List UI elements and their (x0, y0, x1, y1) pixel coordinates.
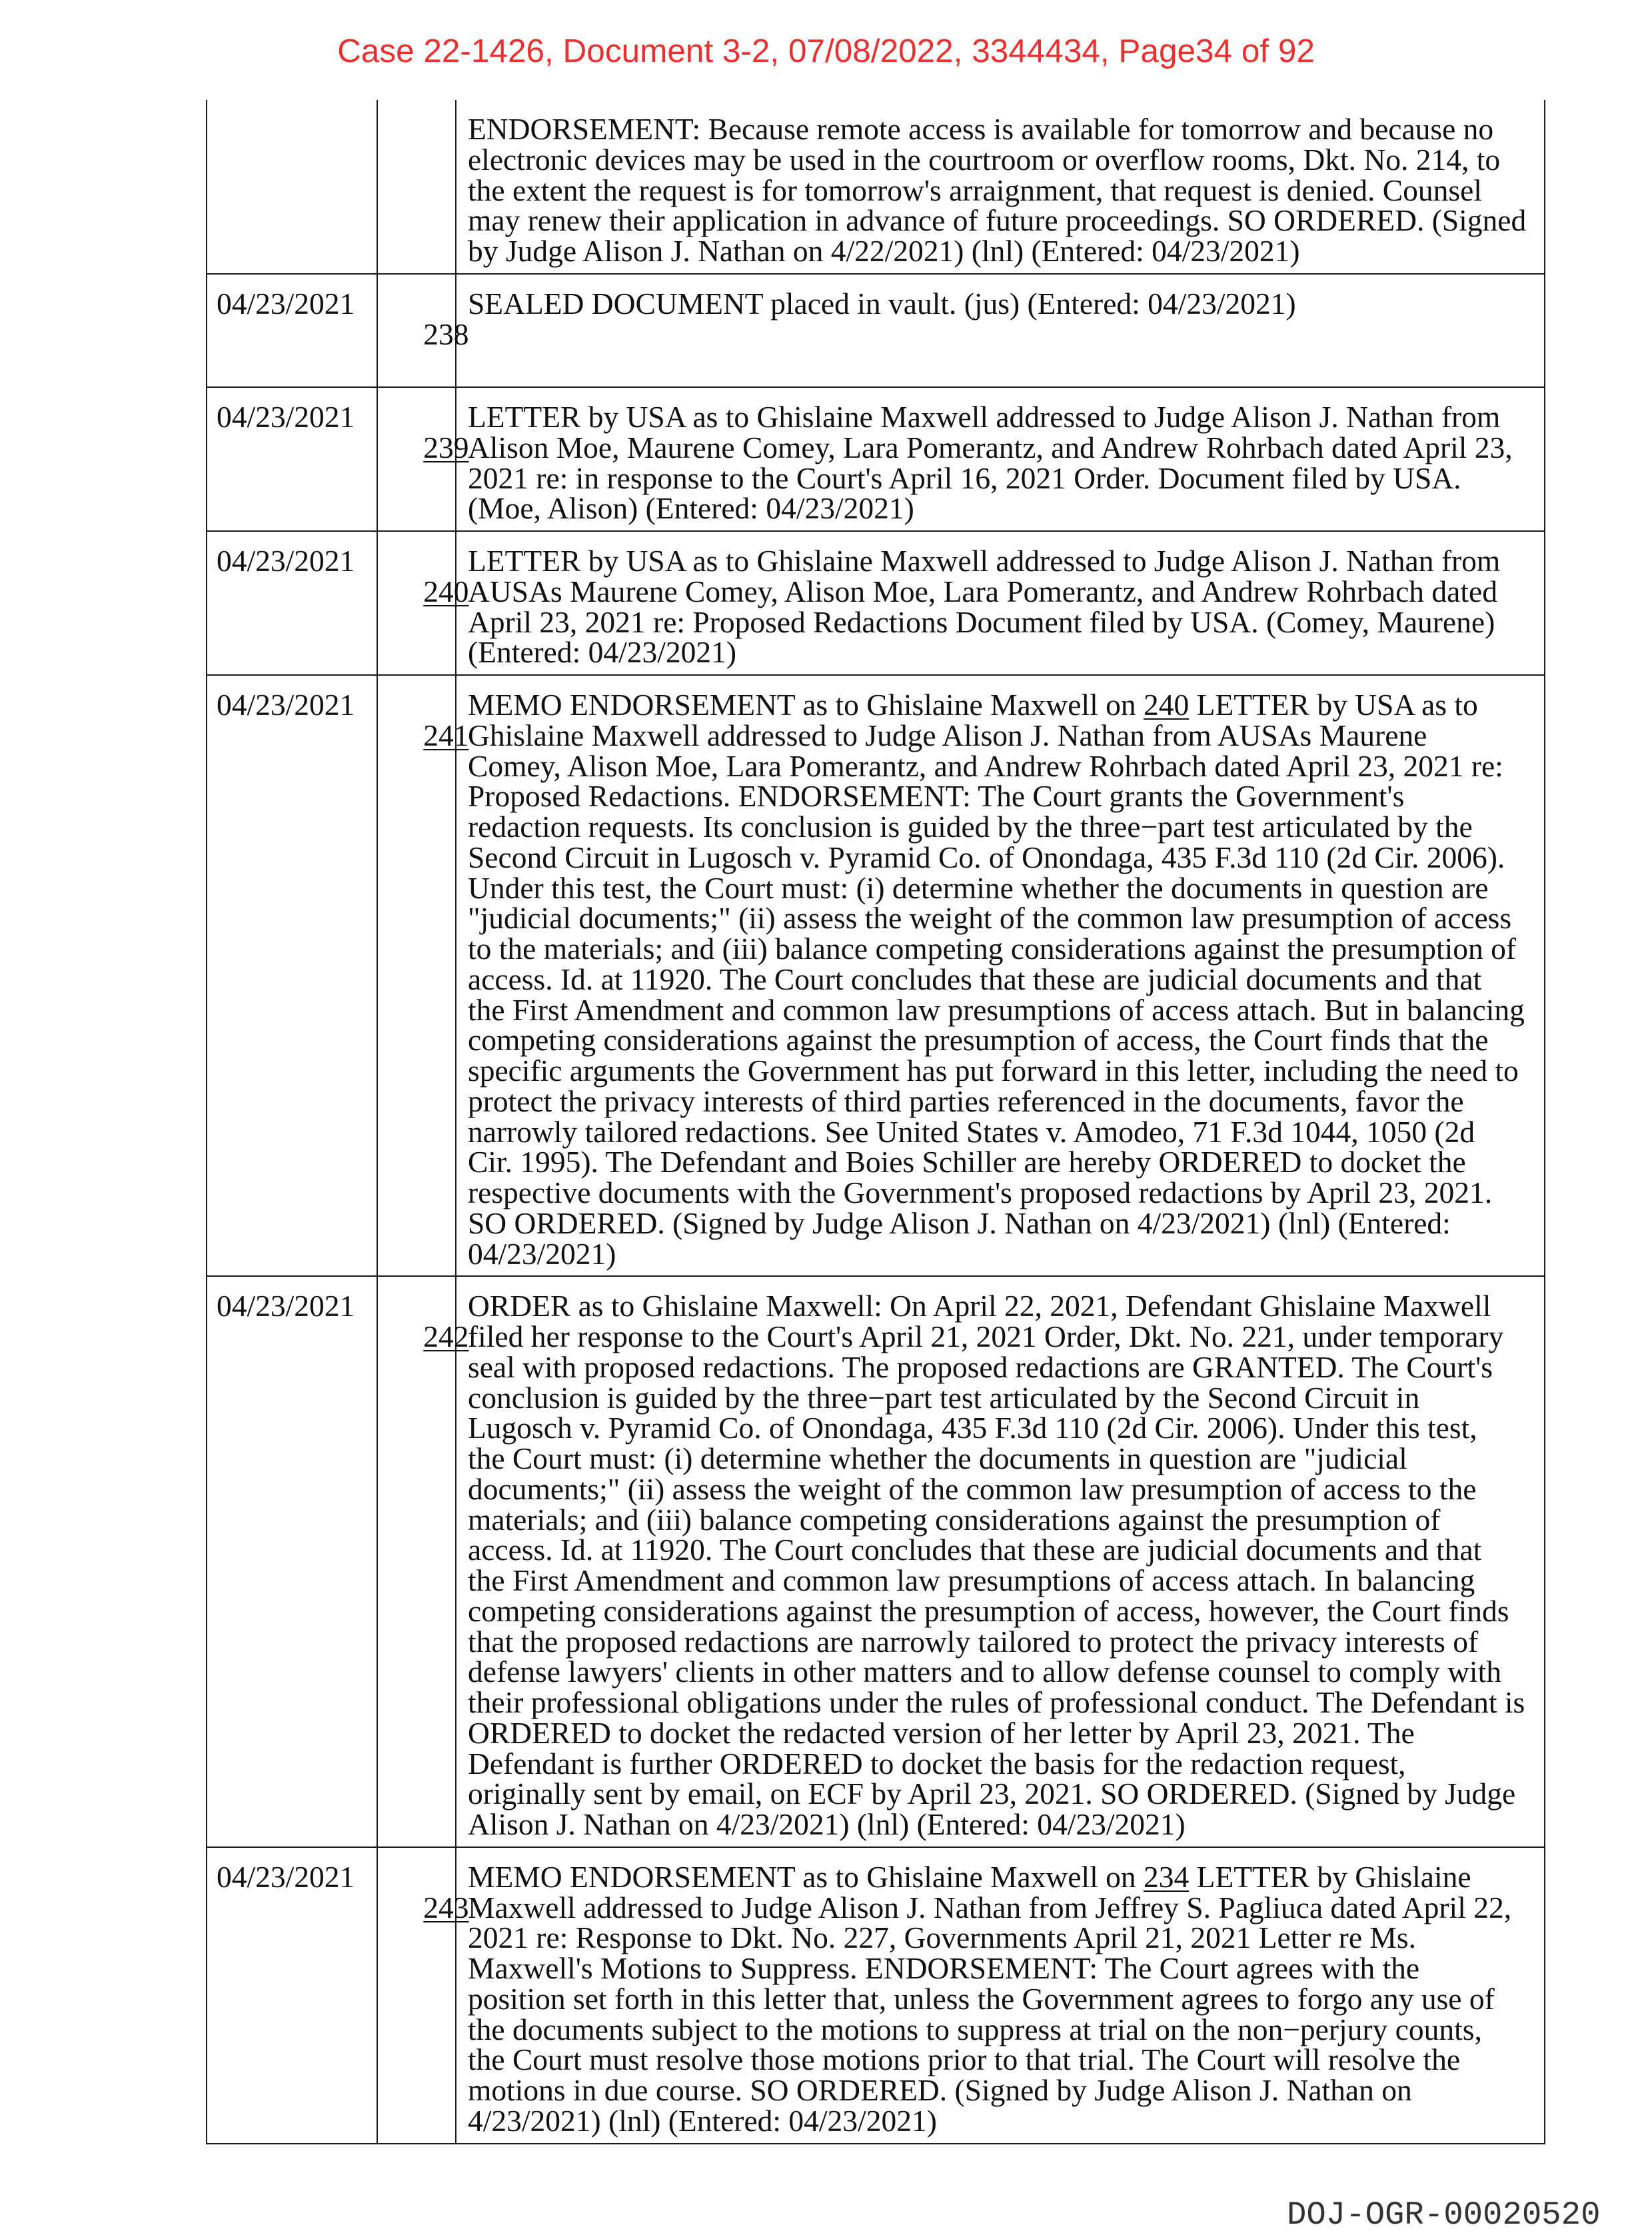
entry-date: 04/23/2021 (207, 676, 378, 1275)
docket-reference-link[interactable]: 234 (1144, 1859, 1190, 1894)
entry-text-line: the Court must resolve those motions prior to that trial. The Court will resolve the (468, 2042, 1461, 2077)
entry-text-line: filed her response to the Court's April 21, 2021 Order, Dkt. No. 221, under temporary (468, 1319, 1504, 1353)
entry-text-line: Proposed Redactions. ENDORSEMENT: The Court grants the Government's (468, 779, 1405, 814)
entry-text-line: materials; and (iii) balance competing considerations against the presumption of (468, 1502, 1441, 1537)
entry-text-line: Second Circuit in Lugosch v. Pyramid Co. of Onondaga, 435 F.3d 110 (2d Cir. 2006). (468, 840, 1505, 874)
entry-text-line: the First Amendment and common law presumptions of access attach. In balancing (468, 1563, 1475, 1597)
entry-text-line: competing considerations against the presumption of access, however, the Court finds (468, 1593, 1509, 1628)
entry-text-line: respective documents with the Government's proposed redactions by April 23, 2021. (468, 1175, 1493, 1209)
entry-text-line: Alison J. Nathan on 4/23/2021) (lnl) (Entered: 04/23/2021) (468, 1807, 1186, 1841)
entry-text-line: ENDORSEMENT: Because remote access is available for tomorrow and because no (468, 112, 1494, 146)
entry-text-line: the Court must: (i) determine whether the documents in question are "judicial (468, 1441, 1407, 1475)
entry-text-line: LETTER by USA as to Ghislaine Maxwell addressed to Judge Alison J. Nathan from (468, 544, 1501, 578)
entry-text-line: to the materials; and (iii) balance competing considerations against the presumption of (468, 932, 1517, 966)
docket-entry-continued (207, 100, 1544, 275)
entry-number-link[interactable]: 239 (423, 430, 469, 464)
docket-entry (207, 275, 1544, 388)
entry-number-empty (378, 100, 456, 273)
entry-date: 04/23/2021 (207, 388, 378, 530)
entry-text-line: narrowly tailored redactions. See United States v. Amodeo, 71 F.3d 1044, 1050 (2d (468, 1114, 1475, 1149)
entry-text-line: Ghislaine Maxwell addressed to Judge Alison J. Nathan from AUSAs Maurene (468, 718, 1427, 752)
entry-text-line: motions in due course. SO ORDERED. (Signed by Judge Alison J. Nathan on (468, 2073, 1412, 2107)
docket-reference-link[interactable]: 240 (1144, 688, 1190, 722)
entry-number-cell (378, 388, 469, 530)
entry-number-link[interactable]: 243 (423, 1890, 469, 1924)
entry-text-line: AUSAs Maurene Comey, Alison Moe, Lara Pomerantz, and Andrew Rohrbach dated (468, 574, 1497, 608)
entry-number-link[interactable]: 240 (423, 574, 469, 608)
docket-entry (207, 1848, 1544, 2144)
entry-text-line: the extent the request is for tomorrow's arraignment, that request is denied. Counsel (468, 173, 1482, 207)
entry-text-line (468, 1859, 1544, 1894)
entry-text (456, 1277, 1544, 1847)
entry-text-line: 2021 re: Response to Dkt. No. 227, Governments April 21, 2021 Letter re Ms. (468, 1920, 1416, 1955)
entry-text-line: Alison Moe, Maurene Comey, Lara Pomerantz, and Andrew Rohrbach dated April 23, (468, 430, 1513, 464)
entry-text-segment: LETTER by USA as to (1189, 688, 1478, 722)
entry-date: 04/23/2021 (207, 532, 378, 674)
entry-number-link[interactable]: 242 (423, 1319, 469, 1353)
docket-entry (207, 676, 1544, 1277)
entry-text-line: electronic devices may be used in the courtroom or overflow rooms, Dkt. No. 214, to (468, 142, 1501, 177)
entry-text-segment: MEMO ENDORSEMENT as to Ghislaine Maxwell on (468, 1859, 1144, 1894)
bates-number: DOJ-OGR-00020520 (1287, 2196, 1601, 2234)
entry-text-line: by Judge Alison J. Nathan on 4/22/2021) (lnl) (Entered: 04/23/2021) (468, 234, 1300, 268)
entry-text-segment: LETTER by Ghislaine (1189, 1859, 1471, 1894)
entry-text-line: competing considerations against the presumption of access, the Court finds that the (468, 1023, 1489, 1058)
entry-number-cell (378, 1277, 469, 1847)
entry-text (456, 676, 1544, 1275)
entry-number: 238 (423, 317, 469, 351)
docket-entry (207, 532, 1544, 676)
entry-text-line: ORDER as to Ghislaine Maxwell: On April 22, 2021, Defendant Ghislaine Maxwell (468, 1289, 1491, 1323)
entry-text-line: "judicial documents;" (ii) assess the weight of the common law presumption of access (468, 901, 1512, 936)
entry-text-line: protect the privacy interests of third parties referenced in the documents, favor the (468, 1084, 1464, 1118)
entry-text-line: 2021 re: in response to the Court's April 16, 2021 Order. Document filed by USA. (468, 460, 1461, 495)
entry-text-line: 04/23/2021) (468, 1236, 616, 1271)
entry-number-cell (378, 1848, 469, 2143)
entry-text-line: April 23, 2021 re: Proposed Redactions Document filed by USA. (Comey, Maurene) (468, 604, 1495, 639)
entry-text (456, 100, 1544, 273)
entry-text-line: (Moe, Alison) (Entered: 04/23/2021) (468, 491, 914, 526)
entry-text-line: ORDERED to docket the redacted version of her letter by April 23, 2021. The (468, 1715, 1415, 1750)
entry-text-line: Maxwell addressed to Judge Alison J. Nathan from Jeffrey S. Pagliuca dated April 22, (468, 1890, 1512, 1924)
docket-table (206, 100, 1545, 2144)
entry-text-line: documents;" (ii) assess the weight of the common law presumption of access to the (468, 1471, 1477, 1506)
entry-text (456, 388, 1544, 530)
entry-text-line: 4/23/2021) (lnl) (Entered: 04/23/2021) (468, 2103, 937, 2138)
case-stamp-header: Case 22-1426, Document 3-2, 07/08/2022, 3344434, Page34 of 92 (337, 33, 1315, 69)
entry-text-line: specific arguments the Government has put forward in this letter, including the need to (468, 1054, 1519, 1088)
entry-text-segment: MEMO ENDORSEMENT as to Ghislaine Maxwell on (468, 688, 1144, 722)
entry-text-line: LETTER by USA as to Ghislaine Maxwell addressed to Judge Alison J. Nathan from (468, 400, 1501, 434)
entry-number-cell (378, 275, 469, 386)
entry-text-line: conclusion is guided by the three−part test articulated by the Second Circuit in (468, 1380, 1420, 1415)
entry-date: 04/23/2021 (207, 275, 378, 386)
entry-date: 04/23/2021 (207, 1848, 378, 2143)
entry-text-line: redaction requests. Its conclusion is guided by the three−part test articulated by the (468, 810, 1473, 844)
entry-text-line (468, 690, 1544, 720)
entry-text-line: the documents subject to the motions to suppress at trial on the non−perjury counts, (468, 2012, 1482, 2046)
entry-number-cell (378, 676, 469, 1275)
entry-date: 04/23/2021 (207, 1277, 378, 1847)
entry-text-line: position set forth in this letter that, unless the Government agrees to forgo any use of (468, 1981, 1495, 2016)
entry-text-line: Cir. 1995). The Defendant and Boies Schiller are hereby ORDERED to docket the (468, 1145, 1466, 1179)
entry-number-cell (378, 532, 469, 674)
entry-text-line: (Entered: 04/23/2021) (468, 635, 737, 670)
entry-text-line: Comey, Alison Moe, Lara Pomerantz, and Andrew Rohrbach dated April 23, 2021 re: (468, 748, 1503, 783)
entry-number-link[interactable]: 241 (423, 718, 469, 752)
entry-text-line: Maxwell's Motions to Suppress. ENDORSEMENT: The Court agrees with the (468, 1951, 1420, 1985)
entry-date-empty (207, 100, 378, 273)
docket-entry (207, 1277, 1544, 1848)
entry-text-line: access. Id. at 11920. The Court concludes that these are judicial documents and that (468, 962, 1482, 996)
entry-text-line: seal with proposed redactions. The proposed redactions are GRANTED. The Court's (468, 1349, 1493, 1384)
entry-text-line: originally sent by email, on ECF by April 23, 2021. SO ORDERED. (Signed by Judge (468, 1777, 1516, 1811)
entry-text-line: access. Id. at 11920. The Court concludes that these are judicial documents and that (468, 1533, 1482, 1567)
docket-entry (207, 388, 1544, 532)
entry-text-line: their professional obligations under the rules of professional conduct. The Defendant is (468, 1685, 1525, 1719)
entry-text (456, 275, 1544, 386)
entry-text-line: may renew their application in advance of future proceedings. SO ORDERED. (Signed (468, 203, 1527, 238)
entry-text-line: Defendant is further ORDERED to docket the basis for the redaction request, (468, 1746, 1406, 1781)
entry-text-line: the First Amendment and common law presumptions of access attach. But in balancing (468, 992, 1525, 1027)
entry-text (456, 1848, 1544, 2143)
entry-text-line: that the proposed redactions are narrowly tailored to protect the privacy interests of (468, 1624, 1479, 1659)
entry-text-line: SO ORDERED. (Signed by Judge Alison J. Nathan on 4/23/2021) (lnl) (Entered: (468, 1205, 1451, 1240)
entry-text (456, 532, 1544, 674)
entry-text-line: Lugosch v. Pyramid Co. of Onondaga, 435 F.3d 110 (2d Cir. 2006). Under this test, (468, 1411, 1477, 1445)
entry-text-line: defense lawyers' clients in other matters and to allow defense counsel to comply with (468, 1655, 1501, 1689)
entry-text-line: SEALED DOCUMENT placed in vault. (jus) (Entered: 04/23/2021) (468, 286, 1296, 321)
entry-text-line: Under this test, the Court must: (i) determine whether the documents in question are (468, 870, 1489, 905)
